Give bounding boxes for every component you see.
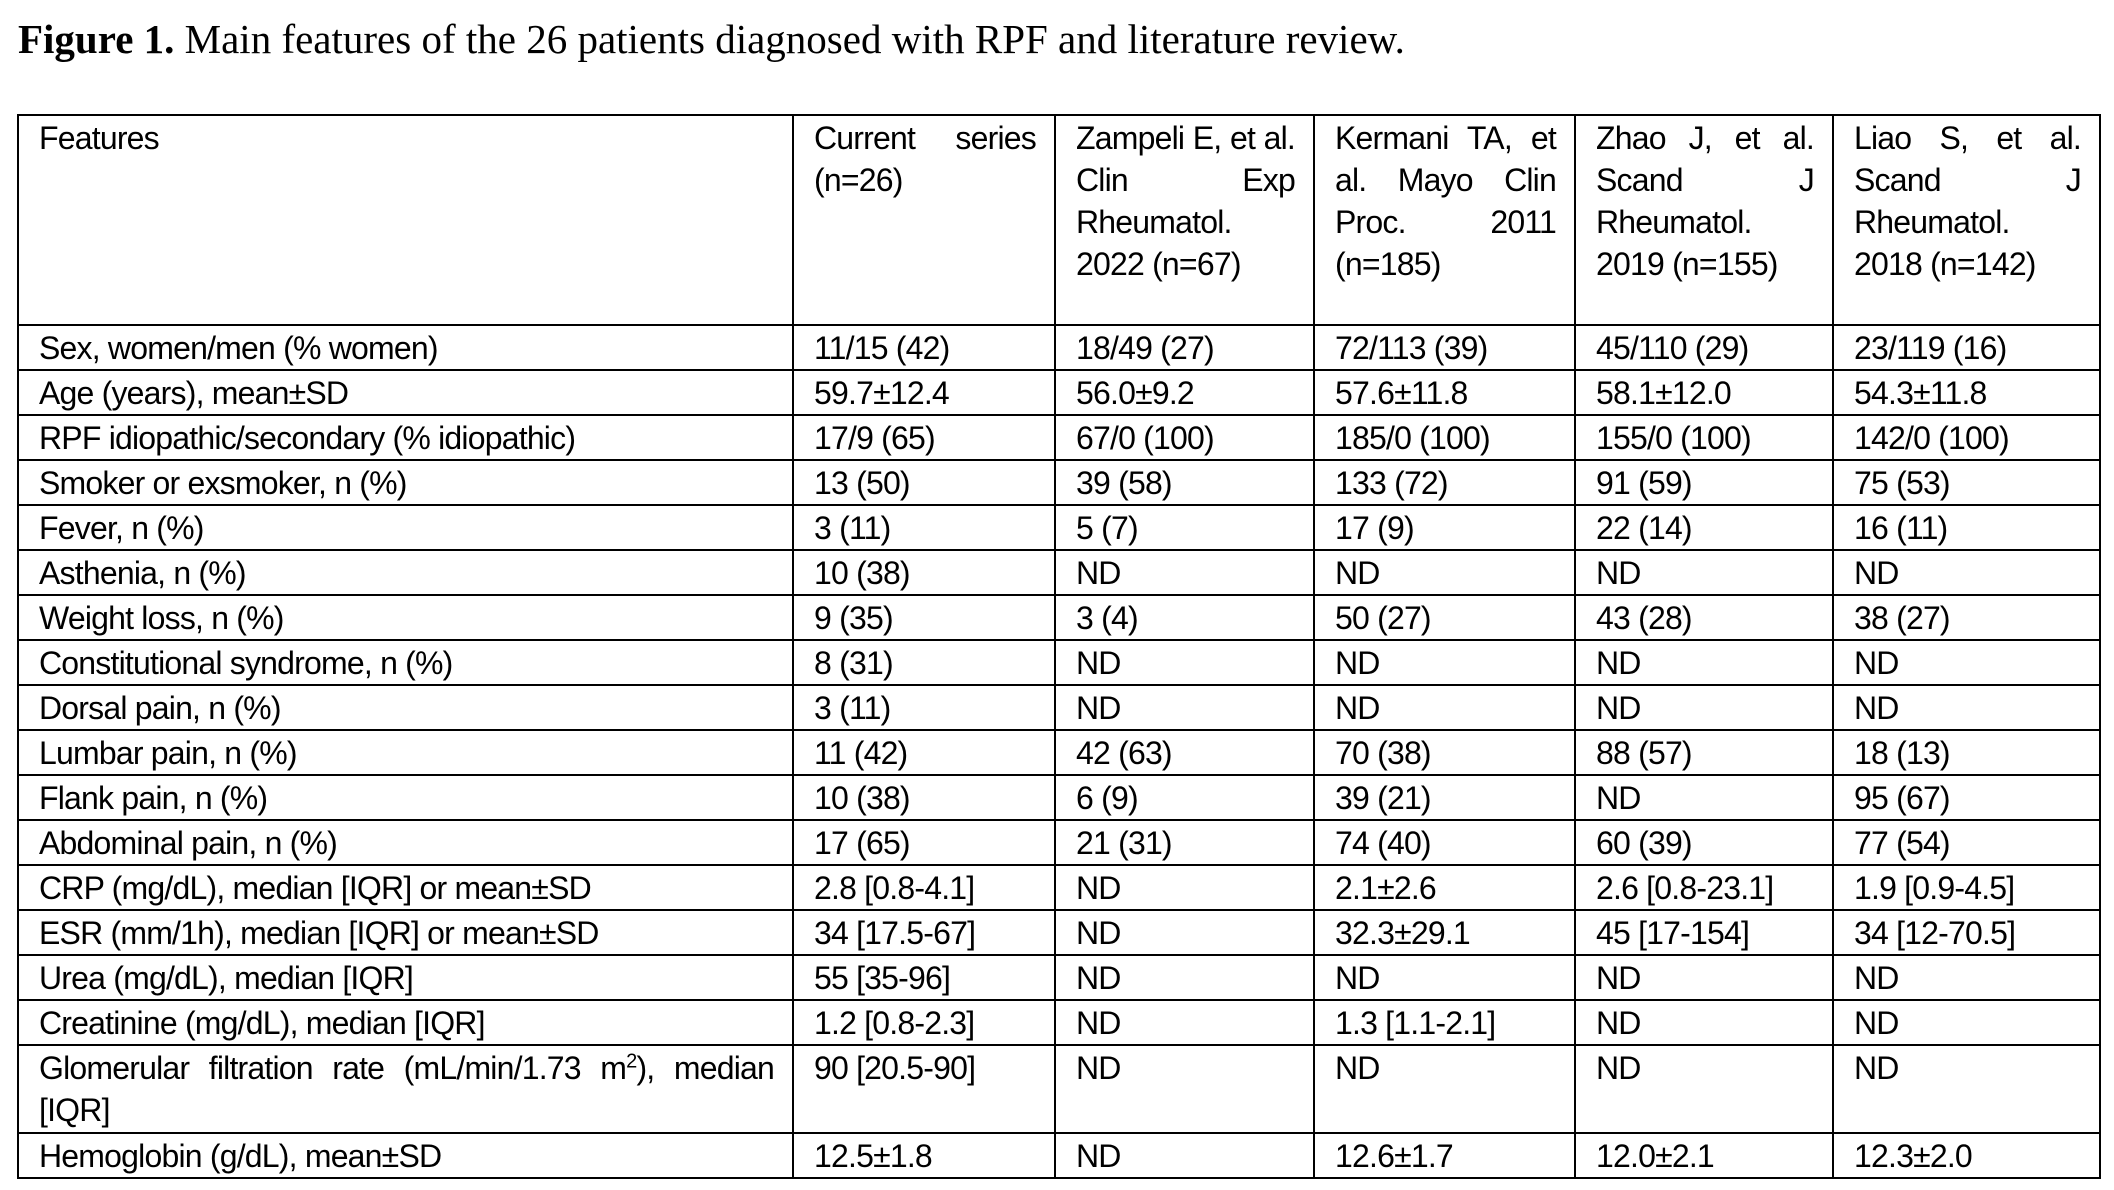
feature-cell: [18, 1045, 793, 1133]
feature-cell: Weight loss, n (%): [18, 595, 793, 640]
feature-cell: Dorsal pain, n (%): [18, 685, 793, 730]
value-cell: 13 (50): [793, 460, 1055, 505]
value-cell: 34 [12-70.5]: [1833, 910, 2100, 955]
value-cell: ND: [1055, 1000, 1314, 1045]
value-cell: 142/0 (100): [1833, 415, 2100, 460]
value-cell: 45 [17-154]: [1575, 910, 1833, 955]
value-cell: ND: [1575, 1045, 1833, 1133]
value-cell: 43 (28): [1575, 595, 1833, 640]
header-zampeli: Zampeli E, et al. Clin Exp Rheumatol. 2022 (n=67): [1055, 115, 1314, 325]
value-cell: 91 (59): [1575, 460, 1833, 505]
value-cell: 17 (65): [793, 820, 1055, 865]
value-cell: 21 (31): [1055, 820, 1314, 865]
value-cell: ND: [1833, 955, 2100, 1000]
feature-cell: Abdominal pain, n (%): [18, 820, 793, 865]
value-cell: 10 (38): [793, 775, 1055, 820]
value-cell: ND: [1055, 1045, 1314, 1133]
table-row: [18, 370, 2100, 415]
table-row: [18, 775, 2100, 820]
value-cell: 11/15 (42): [793, 325, 1055, 370]
value-cell: ND: [1055, 640, 1314, 685]
value-cell: 54.3±11.8: [1833, 370, 2100, 415]
value-cell: 10 (38): [793, 550, 1055, 595]
value-cell: 39 (21): [1314, 775, 1575, 820]
value-cell: 22 (14): [1575, 505, 1833, 550]
value-cell: 185/0 (100): [1314, 415, 1575, 460]
value-cell: ND: [1575, 775, 1833, 820]
table-row: [18, 910, 2100, 955]
value-cell: 3 (11): [793, 685, 1055, 730]
value-cell: ND: [1575, 550, 1833, 595]
table-row: [18, 730, 2100, 775]
feature-cell: Hemoglobin (g/dL), mean±SD: [18, 1133, 793, 1178]
value-cell: 55 [35-96]: [793, 955, 1055, 1000]
value-cell: 1.2 [0.8-2.3]: [793, 1000, 1055, 1045]
value-cell: 133 (72): [1314, 460, 1575, 505]
value-cell: ND: [1314, 550, 1575, 595]
value-cell: ND: [1833, 1000, 2100, 1045]
feature-cell: Age (years), mean±SD: [18, 370, 793, 415]
table-row: [18, 865, 2100, 910]
value-cell: ND: [1833, 640, 2100, 685]
value-cell: ND: [1314, 685, 1575, 730]
figure-caption-text: Main features of the 26 patients diagnosed with RPF and literature review.: [174, 16, 1405, 62]
value-cell: 3 (11): [793, 505, 1055, 550]
figure-label: Figure 1.: [18, 16, 175, 62]
value-cell: 50 (27): [1314, 595, 1575, 640]
table-row: [18, 550, 2100, 595]
table-row: [18, 325, 2100, 370]
value-cell: ND: [1833, 685, 2100, 730]
table-row: [18, 1133, 2100, 1178]
value-cell: ND: [1575, 1000, 1833, 1045]
table-row: [18, 955, 2100, 1000]
value-cell: 38 (27): [1833, 595, 2100, 640]
value-cell: 67/0 (100): [1055, 415, 1314, 460]
value-cell: 12.6±1.7: [1314, 1133, 1575, 1178]
value-cell: ND: [1575, 685, 1833, 730]
header-features: Features: [18, 115, 793, 325]
value-cell: 70 (38): [1314, 730, 1575, 775]
value-cell: ND: [1833, 550, 2100, 595]
value-cell: 12.5±1.8: [793, 1133, 1055, 1178]
value-cell: 75 (53): [1833, 460, 2100, 505]
header-row: [18, 115, 2100, 325]
value-cell: 11 (42): [793, 730, 1055, 775]
feature-cell: CRP (mg/dL), median [IQR] or mean±SD: [18, 865, 793, 910]
table-row: [18, 460, 2100, 505]
value-cell: 58.1±12.0: [1575, 370, 1833, 415]
value-cell: 77 (54): [1833, 820, 2100, 865]
feature-cell: Urea (mg/dL), median [IQR]: [18, 955, 793, 1000]
feature-cell: Sex, women/men (% women): [18, 325, 793, 370]
value-cell: 39 (58): [1055, 460, 1314, 505]
value-cell: ND: [1575, 955, 1833, 1000]
value-cell: ND: [1833, 1045, 2100, 1133]
value-cell: ND: [1055, 865, 1314, 910]
feature-cell: Lumbar pain, n (%): [18, 730, 793, 775]
value-cell: 18 (13): [1833, 730, 2100, 775]
header-current-series: Current series (n=26): [793, 115, 1055, 325]
value-cell: 1.9 [0.9-4.5]: [1833, 865, 2100, 910]
value-cell: ND: [1055, 1133, 1314, 1178]
value-cell: 9 (35): [793, 595, 1055, 640]
table-row: [18, 820, 2100, 865]
value-cell: 17 (9): [1314, 505, 1575, 550]
value-cell: 6 (9): [1055, 775, 1314, 820]
value-cell: 90 [20.5-90]: [793, 1045, 1055, 1133]
value-cell: 32.3±29.1: [1314, 910, 1575, 955]
features-table: [17, 114, 2101, 1179]
feature-cell: Fever, n (%): [18, 505, 793, 550]
value-cell: 3 (4): [1055, 595, 1314, 640]
value-cell: 8 (31): [793, 640, 1055, 685]
value-cell: ND: [1055, 685, 1314, 730]
table-row: [18, 415, 2100, 460]
feature-cell: Flank pain, n (%): [18, 775, 793, 820]
value-cell: 60 (39): [1575, 820, 1833, 865]
value-cell: 18/49 (27): [1055, 325, 1314, 370]
table-row: [18, 505, 2100, 550]
table-row: [18, 1045, 2100, 1133]
value-cell: ND: [1055, 550, 1314, 595]
value-cell: 45/110 (29): [1575, 325, 1833, 370]
feature-cell: Constitutional syndrome, n (%): [18, 640, 793, 685]
table-row: [18, 685, 2100, 730]
table-row: [18, 595, 2100, 640]
value-cell: 42 (63): [1055, 730, 1314, 775]
value-cell: 57.6±11.8: [1314, 370, 1575, 415]
value-cell: 59.7±12.4: [793, 370, 1055, 415]
value-cell: ND: [1055, 910, 1314, 955]
value-cell: ND: [1055, 955, 1314, 1000]
table-row: [18, 1000, 2100, 1045]
feature-cell: ESR (mm/1h), median [IQR] or mean±SD: [18, 910, 793, 955]
value-cell: 2.1±2.6: [1314, 865, 1575, 910]
gfr-label-superscript: 2: [626, 1050, 637, 1073]
header-kermani: Kermani TA, et al. Mayo Clin Proc. 2011 (n=185): [1314, 115, 1575, 325]
value-cell: 5 (7): [1055, 505, 1314, 550]
value-cell: 17/9 (65): [793, 415, 1055, 460]
value-cell: 155/0 (100): [1575, 415, 1833, 460]
value-cell: 16 (11): [1833, 505, 2100, 550]
value-cell: 2.8 [0.8-4.1]: [793, 865, 1055, 910]
feature-cell: Asthenia, n (%): [18, 550, 793, 595]
value-cell: ND: [1314, 1045, 1575, 1133]
value-cell: 23/119 (16): [1833, 325, 2100, 370]
feature-cell: Creatinine (mg/dL), median [IQR]: [18, 1000, 793, 1045]
header-liao: Liao S, et al. Scand J Rheumatol. 2018 (n=142): [1833, 115, 2100, 325]
value-cell: ND: [1314, 640, 1575, 685]
value-cell: 2.6 [0.8-23.1]: [1575, 865, 1833, 910]
table-row: [18, 640, 2100, 685]
value-cell: 12.3±2.0: [1833, 1133, 2100, 1178]
figure-caption: [18, 10, 2098, 68]
feature-cell: Smoker or exsmoker, n (%): [18, 460, 793, 505]
gfr-label-part: ), median [IQR]: [39, 1050, 775, 1128]
value-cell: 12.0±2.1: [1575, 1133, 1833, 1178]
value-cell: ND: [1575, 640, 1833, 685]
value-cell: 72/113 (39): [1314, 325, 1575, 370]
value-cell: 95 (67): [1833, 775, 2100, 820]
value-cell: ND: [1314, 955, 1575, 1000]
value-cell: 88 (57): [1575, 730, 1833, 775]
value-cell: 34 [17.5-67]: [793, 910, 1055, 955]
value-cell: 74 (40): [1314, 820, 1575, 865]
feature-cell: RPF idiopathic/secondary (% idiopathic): [18, 415, 793, 460]
table-body: [18, 325, 2100, 1178]
header-zhao: Zhao J, et al. Scand J Rheumatol. 2019 (n=155): [1575, 115, 1833, 325]
value-cell: 1.3 [1.1-2.1]: [1314, 1000, 1575, 1045]
gfr-label-part: Glomerular filtration rate (mL/min/1.73 m: [39, 1050, 627, 1086]
value-cell: 56.0±9.2: [1055, 370, 1314, 415]
